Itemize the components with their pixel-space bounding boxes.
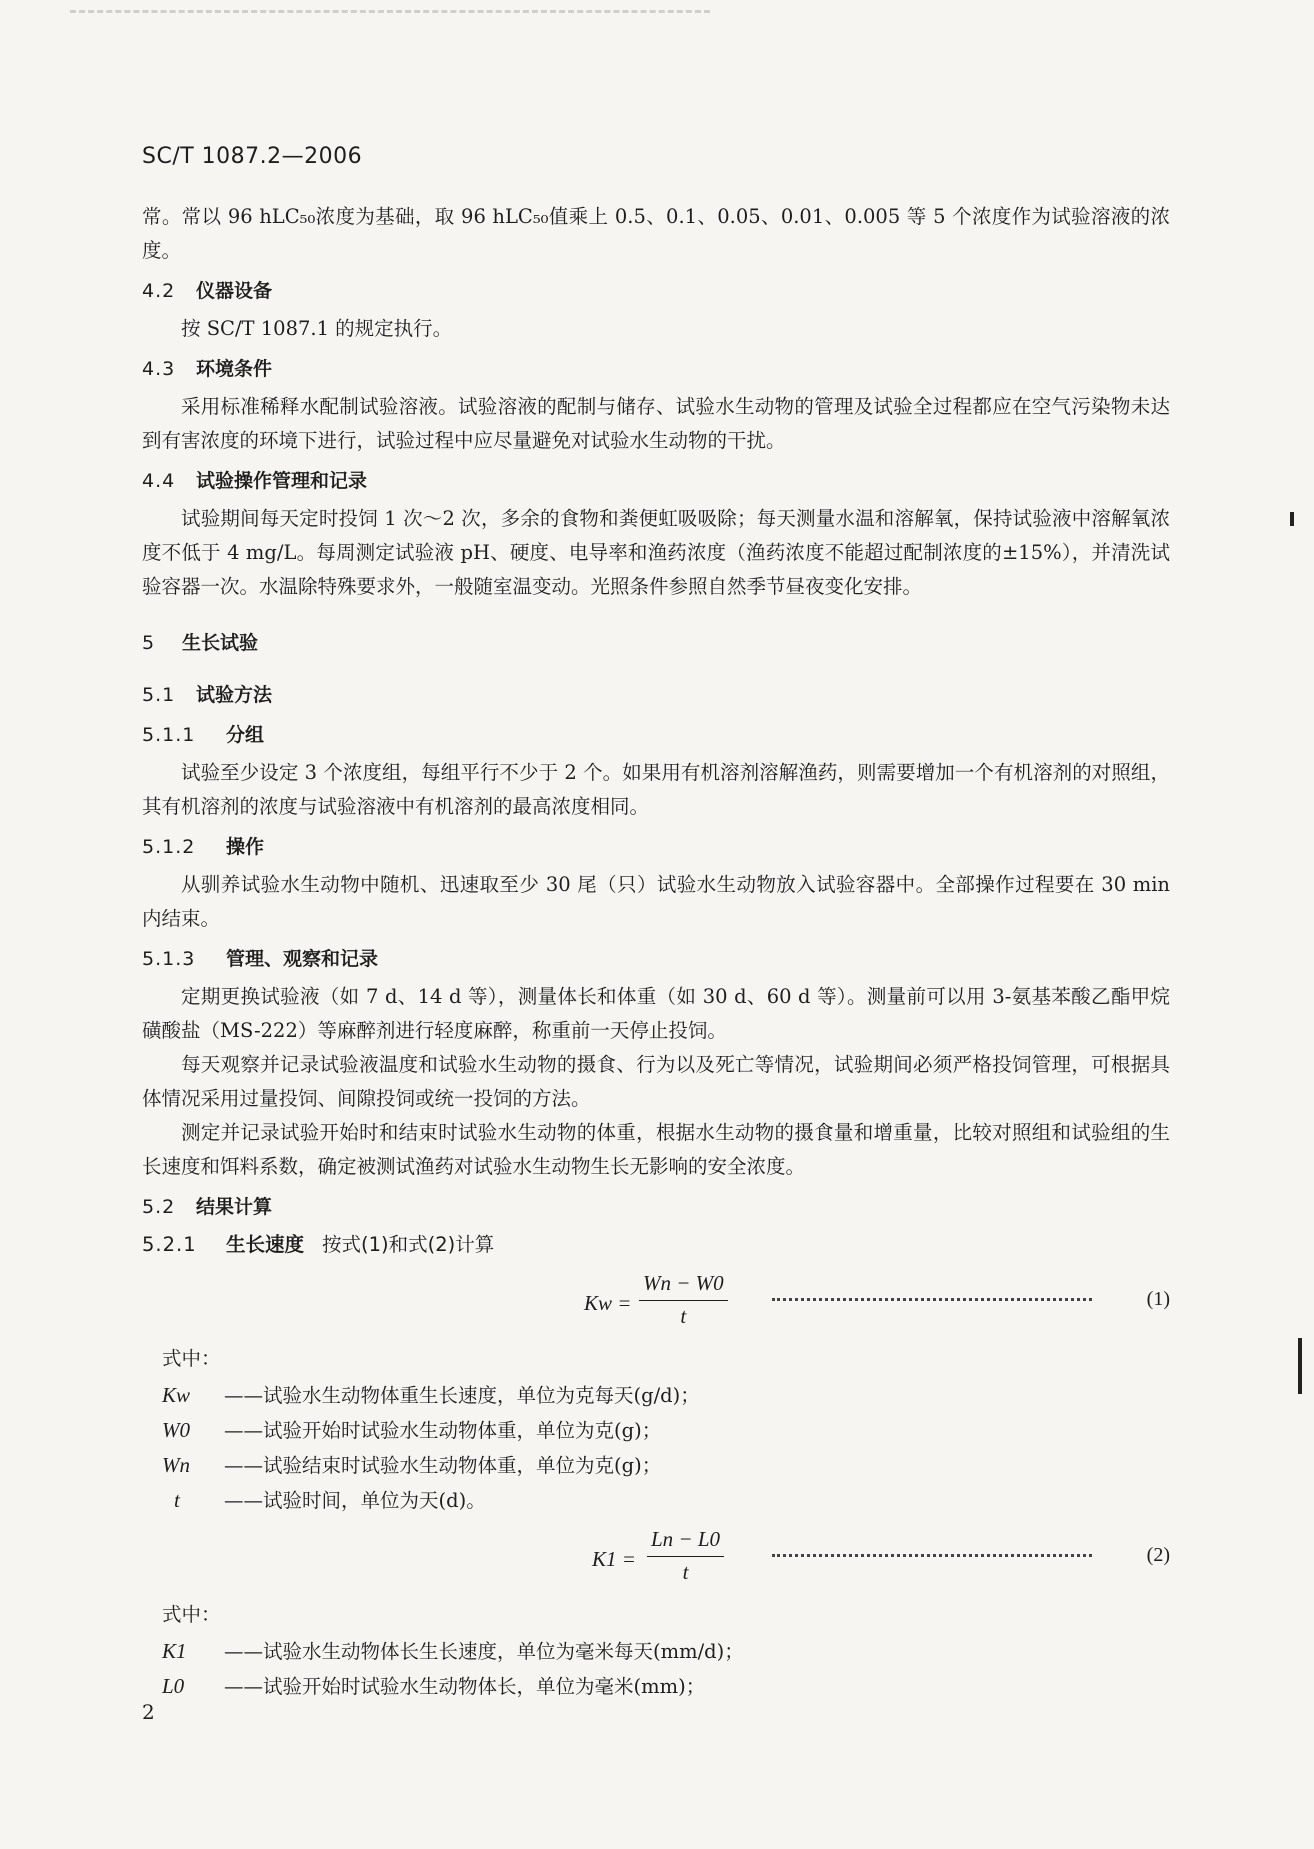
- section-title: 操作: [226, 836, 265, 858]
- definition-item: [162, 1669, 1170, 1704]
- section-4-2-heading: [142, 274, 1170, 308]
- formula-1: [142, 1266, 1170, 1338]
- formula-2-fraction: [647, 1522, 724, 1587]
- formula-1-number: (1): [1146, 1288, 1170, 1310]
- section-title: 管理、观察和记录: [226, 948, 379, 970]
- definition-text: ——试验开始时试验水生动物体长，单位为毫米(mm)；: [224, 1675, 706, 1698]
- definitions-list-1: [142, 1378, 1170, 1518]
- formula-2: [142, 1522, 1170, 1594]
- section-title: 仪器设备: [196, 280, 273, 302]
- formula-1-denominator: t: [680, 1304, 687, 1328]
- section-5-1-3-heading: [142, 942, 1170, 976]
- section-number: 4.4: [142, 470, 176, 492]
- definition-text: ——试验开始时试验水生动物体重，单位为克(g)；: [224, 1419, 662, 1442]
- where-label-2: 式中：: [162, 1603, 221, 1626]
- definition-symbol: K1: [162, 1639, 187, 1663]
- definition-symbol: t: [174, 1488, 180, 1512]
- dot-leader: [772, 1542, 1092, 1557]
- scan-artifact: [70, 10, 710, 17]
- section-title: 分组: [226, 724, 265, 746]
- definition-item: [162, 1634, 1170, 1669]
- section-5-1-1-text: 试验至少设定 3 个浓度组，每组平行不少于 2 个。如果用有机溶剂溶解渔药，则需要增加一个有机溶剂的对照组，其有机溶剂的浓度与试验溶液中有机溶剂的最高浓度相同。: [142, 761, 1170, 818]
- definition-text: ——试验时间，单位为天(d)。: [224, 1489, 486, 1512]
- formula-2-lhs: K1 =: [592, 1547, 636, 1571]
- section-number: 5.1.2: [142, 836, 196, 858]
- section-5-1-3-para-3: 测定并记录试验开始时和结束时试验水生动物的体重，根据水生动物的摄食量和增重量，比较对照组和试验组的生长速度和饵料系数，确定被测试渔药对试验水生动物生长无影响的安全浓度。: [142, 1121, 1170, 1178]
- definition-item: [162, 1413, 1170, 1448]
- definition-item: [162, 1378, 1170, 1413]
- definition-symbol: L0: [162, 1674, 185, 1698]
- definitions-list-2: [142, 1634, 1170, 1704]
- section-title: 试验操作管理和记录: [196, 470, 368, 492]
- section-number: 4.2: [142, 280, 176, 302]
- section-5-1-1-heading: [142, 718, 1170, 752]
- section-5-2-1-text: 按式(1)和式(2)计算: [322, 1233, 495, 1256]
- formula-2-denominator: t: [682, 1560, 689, 1584]
- section-number: 5.2: [142, 1196, 176, 1218]
- section-4-4-heading: [142, 464, 1170, 498]
- dot-leader: [772, 1286, 1092, 1301]
- section-5-1-3-para-1: 定期更换试验液（如 7 d、14 d 等），测量体长和体重（如 30 d、60 d 等）。测量前可以用 3-氨基苯酸乙酯甲烷磺酸盐（MS-222）等麻醉剂进行轻度麻醉，称重前一天停止投饲。: [142, 985, 1170, 1042]
- formula-2-numerator: Ln − L0: [647, 1522, 724, 1557]
- scan-edge-mark: [1290, 512, 1294, 526]
- formula-1-fraction: [639, 1266, 728, 1331]
- section-title: 生长试验: [182, 632, 259, 654]
- intro-paragraph: 常。常以 96 hLC₅₀浓度为基础，取 96 hLC₅₀值乘上 0.5、0.1、0.05、0.01、0.005 等 5 个浓度作为试验溶液的浓度。: [142, 205, 1170, 262]
- definition-item: [162, 1483, 1170, 1518]
- standard-code-header: SC/T 1087.2—2006: [142, 144, 363, 169]
- formula-1-lhs: Kw =: [584, 1291, 632, 1315]
- formula-1-numerator: Wn − W0: [639, 1266, 728, 1301]
- section-4-3-text: 采用标准稀释水配制试验溶液。试验溶液的配制与储存、试验水生动物的管理及试验全过程都应在空气污染物未达到有害浓度的环境下进行，试验过程中应尽量避免对试验水生动物的干扰。: [142, 395, 1170, 452]
- section-5-1-3-para-2: 每天观察并记录试验液温度和试验水生动物的摄食、行为以及死亡等情况，试验期间必须严格投饲管理，可根据具体情况采用过量投饲、间隙投饲或统一投饲的方法。: [142, 1053, 1170, 1110]
- section-5-2-heading: [142, 1190, 1170, 1224]
- section-title: 试验方法: [196, 684, 273, 706]
- section-number: 5.1.1: [142, 724, 196, 746]
- section-5-heading: [142, 626, 1170, 660]
- definition-symbol: W0: [162, 1418, 190, 1442]
- section-4-3-heading: [142, 352, 1170, 386]
- where-label-1: 式中：: [162, 1347, 221, 1370]
- section-number: 5.2.1: [142, 1233, 197, 1256]
- definition-item: [162, 1448, 1170, 1483]
- scan-edge-mark: [1298, 1338, 1302, 1394]
- section-5-1-heading: [142, 678, 1170, 712]
- section-5-1-2-heading: [142, 830, 1170, 864]
- definition-text: ——试验水生动物体重生长速度，单位为克每天(g/d)；: [224, 1384, 700, 1407]
- section-number: 5.1.3: [142, 948, 196, 970]
- section-4-4-text: 试验期间每天定时投饲 1 次～2 次，多余的食物和粪便虹吸吸除；每天测量水温和溶解氧，保持试验液中溶解氧浓度不低于 4 mg/L。每周测定试验液 pH、硬度、电导率和渔药浓度（渔药浓度不能超过配制浓度的±15%），并清洗试验容器一次。水温除特殊要求外，一般随室温变动。光照条件参照自然季节昼夜变化安排。: [142, 507, 1170, 598]
- page-number: 2: [142, 1700, 155, 1724]
- formula-2-number: (2): [1146, 1544, 1170, 1566]
- main-content: [142, 200, 1170, 1704]
- section-5-2-1-line: [142, 1228, 1170, 1262]
- definition-text: ——试验水生动物体长生长速度，单位为毫米每天(mm/d)；: [224, 1640, 744, 1663]
- definition-symbol: Kw: [162, 1383, 191, 1407]
- section-title: 环境条件: [196, 358, 273, 380]
- section-number: 5: [142, 632, 156, 654]
- definition-symbol: Wn: [162, 1453, 190, 1477]
- section-title: 生长速度: [226, 1233, 305, 1256]
- section-4-2-text: 按 SC/T 1087.1 的规定执行。: [181, 317, 453, 340]
- section-5-1-2-text: 从驯养试验水生动物中随机、迅速取至少 30 尾（只）试验水生动物放入试验容器中。全部操作过程要在 30 min 内结束。: [142, 873, 1170, 930]
- section-number: 5.1: [142, 684, 176, 706]
- section-number: 4.3: [142, 358, 176, 380]
- definition-text: ——试验结束时试验水生动物体重，单位为克(g)；: [224, 1454, 662, 1477]
- section-title: 结果计算: [196, 1196, 273, 1218]
